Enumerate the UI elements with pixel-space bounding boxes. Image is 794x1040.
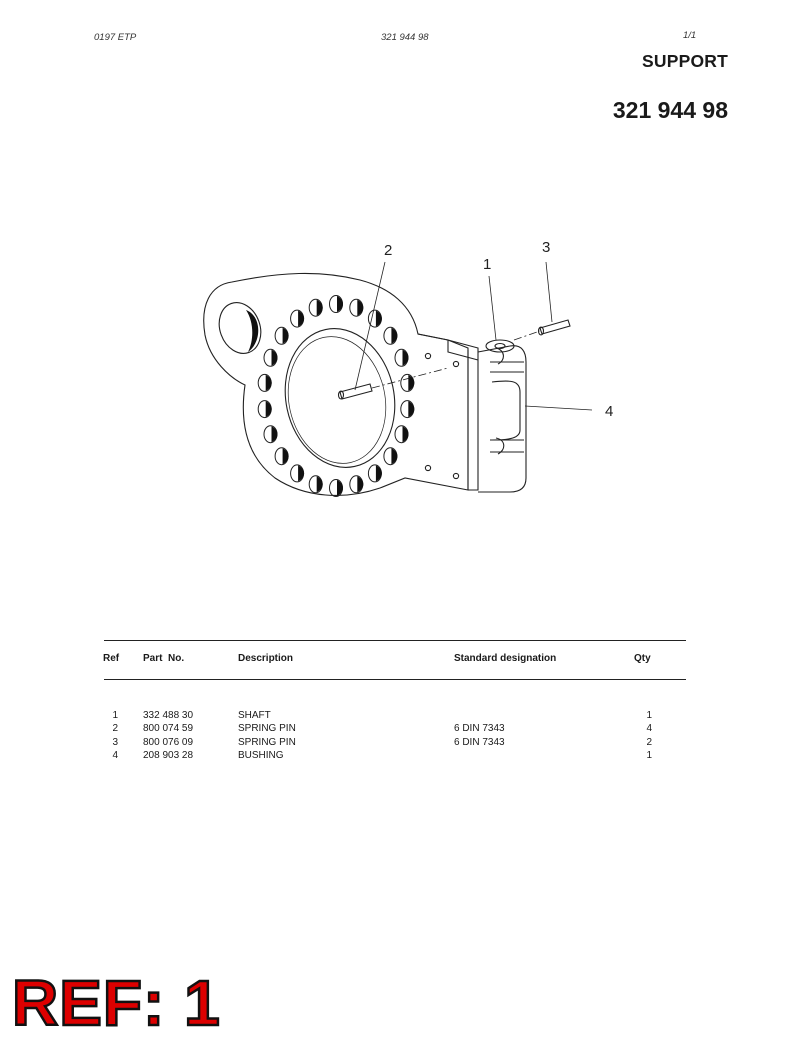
bolt-hole-shadow (266, 401, 272, 417)
bolt-hole-shadow (272, 426, 278, 442)
cell-part-no: 800 074 59 (143, 723, 194, 734)
cell-qty: 1 (646, 710, 652, 721)
cell-description: BUSHING (238, 750, 284, 761)
bolt-hole-shadow (283, 448, 289, 464)
side-plate (418, 334, 478, 490)
page-title: SUPPORT (642, 51, 728, 71)
bolt-hole-shadow (408, 375, 414, 391)
column-header-standard: Standard designation (454, 653, 557, 664)
bolt-hole-shadow (298, 465, 304, 481)
cell-qty: 2 (646, 737, 652, 748)
leader-1 (489, 276, 496, 340)
bolt-hole-shadow (391, 328, 397, 344)
cell-part-no: 208 903 28 (143, 750, 194, 761)
callout-4: 4 (605, 403, 614, 420)
bolt-hole-shadow (403, 426, 409, 442)
cell-description: SPRING PIN (238, 737, 296, 748)
ref-stamp: REF: 1 (12, 967, 221, 1039)
bolt-hole-shadow (317, 476, 323, 492)
bolt-hole-shadow (376, 311, 382, 327)
cell-qty: 1 (646, 750, 652, 761)
bolt-hole-shadow (357, 476, 363, 492)
cell-standard: 6 DIN 7343 (454, 737, 505, 748)
document-code: 0197 ETP (94, 32, 137, 43)
cell-description: SHAFT (238, 710, 271, 721)
bolt-hole-shadow (317, 300, 323, 316)
cell-description: SPRING PIN (238, 723, 296, 734)
cell-qty: 4 (646, 723, 652, 734)
cell-ref: 4 (112, 750, 118, 761)
leader-4 (525, 406, 592, 410)
part-number-heading: 321 944 98 (612, 97, 728, 123)
leader-2 (355, 262, 385, 390)
bolt-hole-shadow (272, 350, 278, 366)
plate-outline (204, 273, 468, 495)
table-top-rule (104, 640, 686, 641)
center-bore (273, 318, 408, 477)
bolt-hole-shadow (403, 350, 409, 366)
header-part-number: 321 944 98 (381, 32, 429, 43)
support-drawing (190, 230, 610, 510)
bolt-hole-shadow (337, 296, 343, 312)
column-header-qty: Qty (634, 653, 651, 664)
table-header-rule (104, 679, 686, 680)
eye-hole (212, 297, 267, 360)
leader-3 (546, 262, 552, 322)
cell-ref: 1 (112, 710, 118, 721)
page-indicator: 1/1 (683, 30, 697, 41)
spring-pin-3 (514, 320, 570, 340)
cell-ref: 3 (112, 737, 118, 748)
spring-pin-2 (339, 368, 449, 399)
cell-standard: 6 DIN 7343 (454, 723, 505, 734)
cell-ref: 2 (112, 723, 118, 734)
cell-part-no: 800 076 09 (143, 737, 194, 748)
column-header-description: Description (238, 653, 294, 664)
callout-1: 1 (483, 256, 492, 273)
bolt-hole-shadow (298, 311, 304, 327)
column-header-part-no: Part No. (143, 653, 185, 664)
column-header-ref: Ref (103, 653, 120, 664)
bolt-hole-shadow (357, 300, 363, 316)
bolt-hole-shadow (391, 448, 397, 464)
hinge-bushing (478, 346, 526, 492)
callout-3: 3 (542, 239, 551, 256)
callout-2: 2 (384, 242, 393, 259)
cell-part-no: 332 488 30 (143, 710, 194, 721)
bolt-hole-shadow (337, 480, 343, 496)
bolt-hole-shadow (376, 465, 382, 481)
bolt-hole-shadow (266, 375, 272, 391)
bolt-hole-shadow (283, 328, 289, 344)
bolt-hole-shadow (408, 401, 414, 417)
